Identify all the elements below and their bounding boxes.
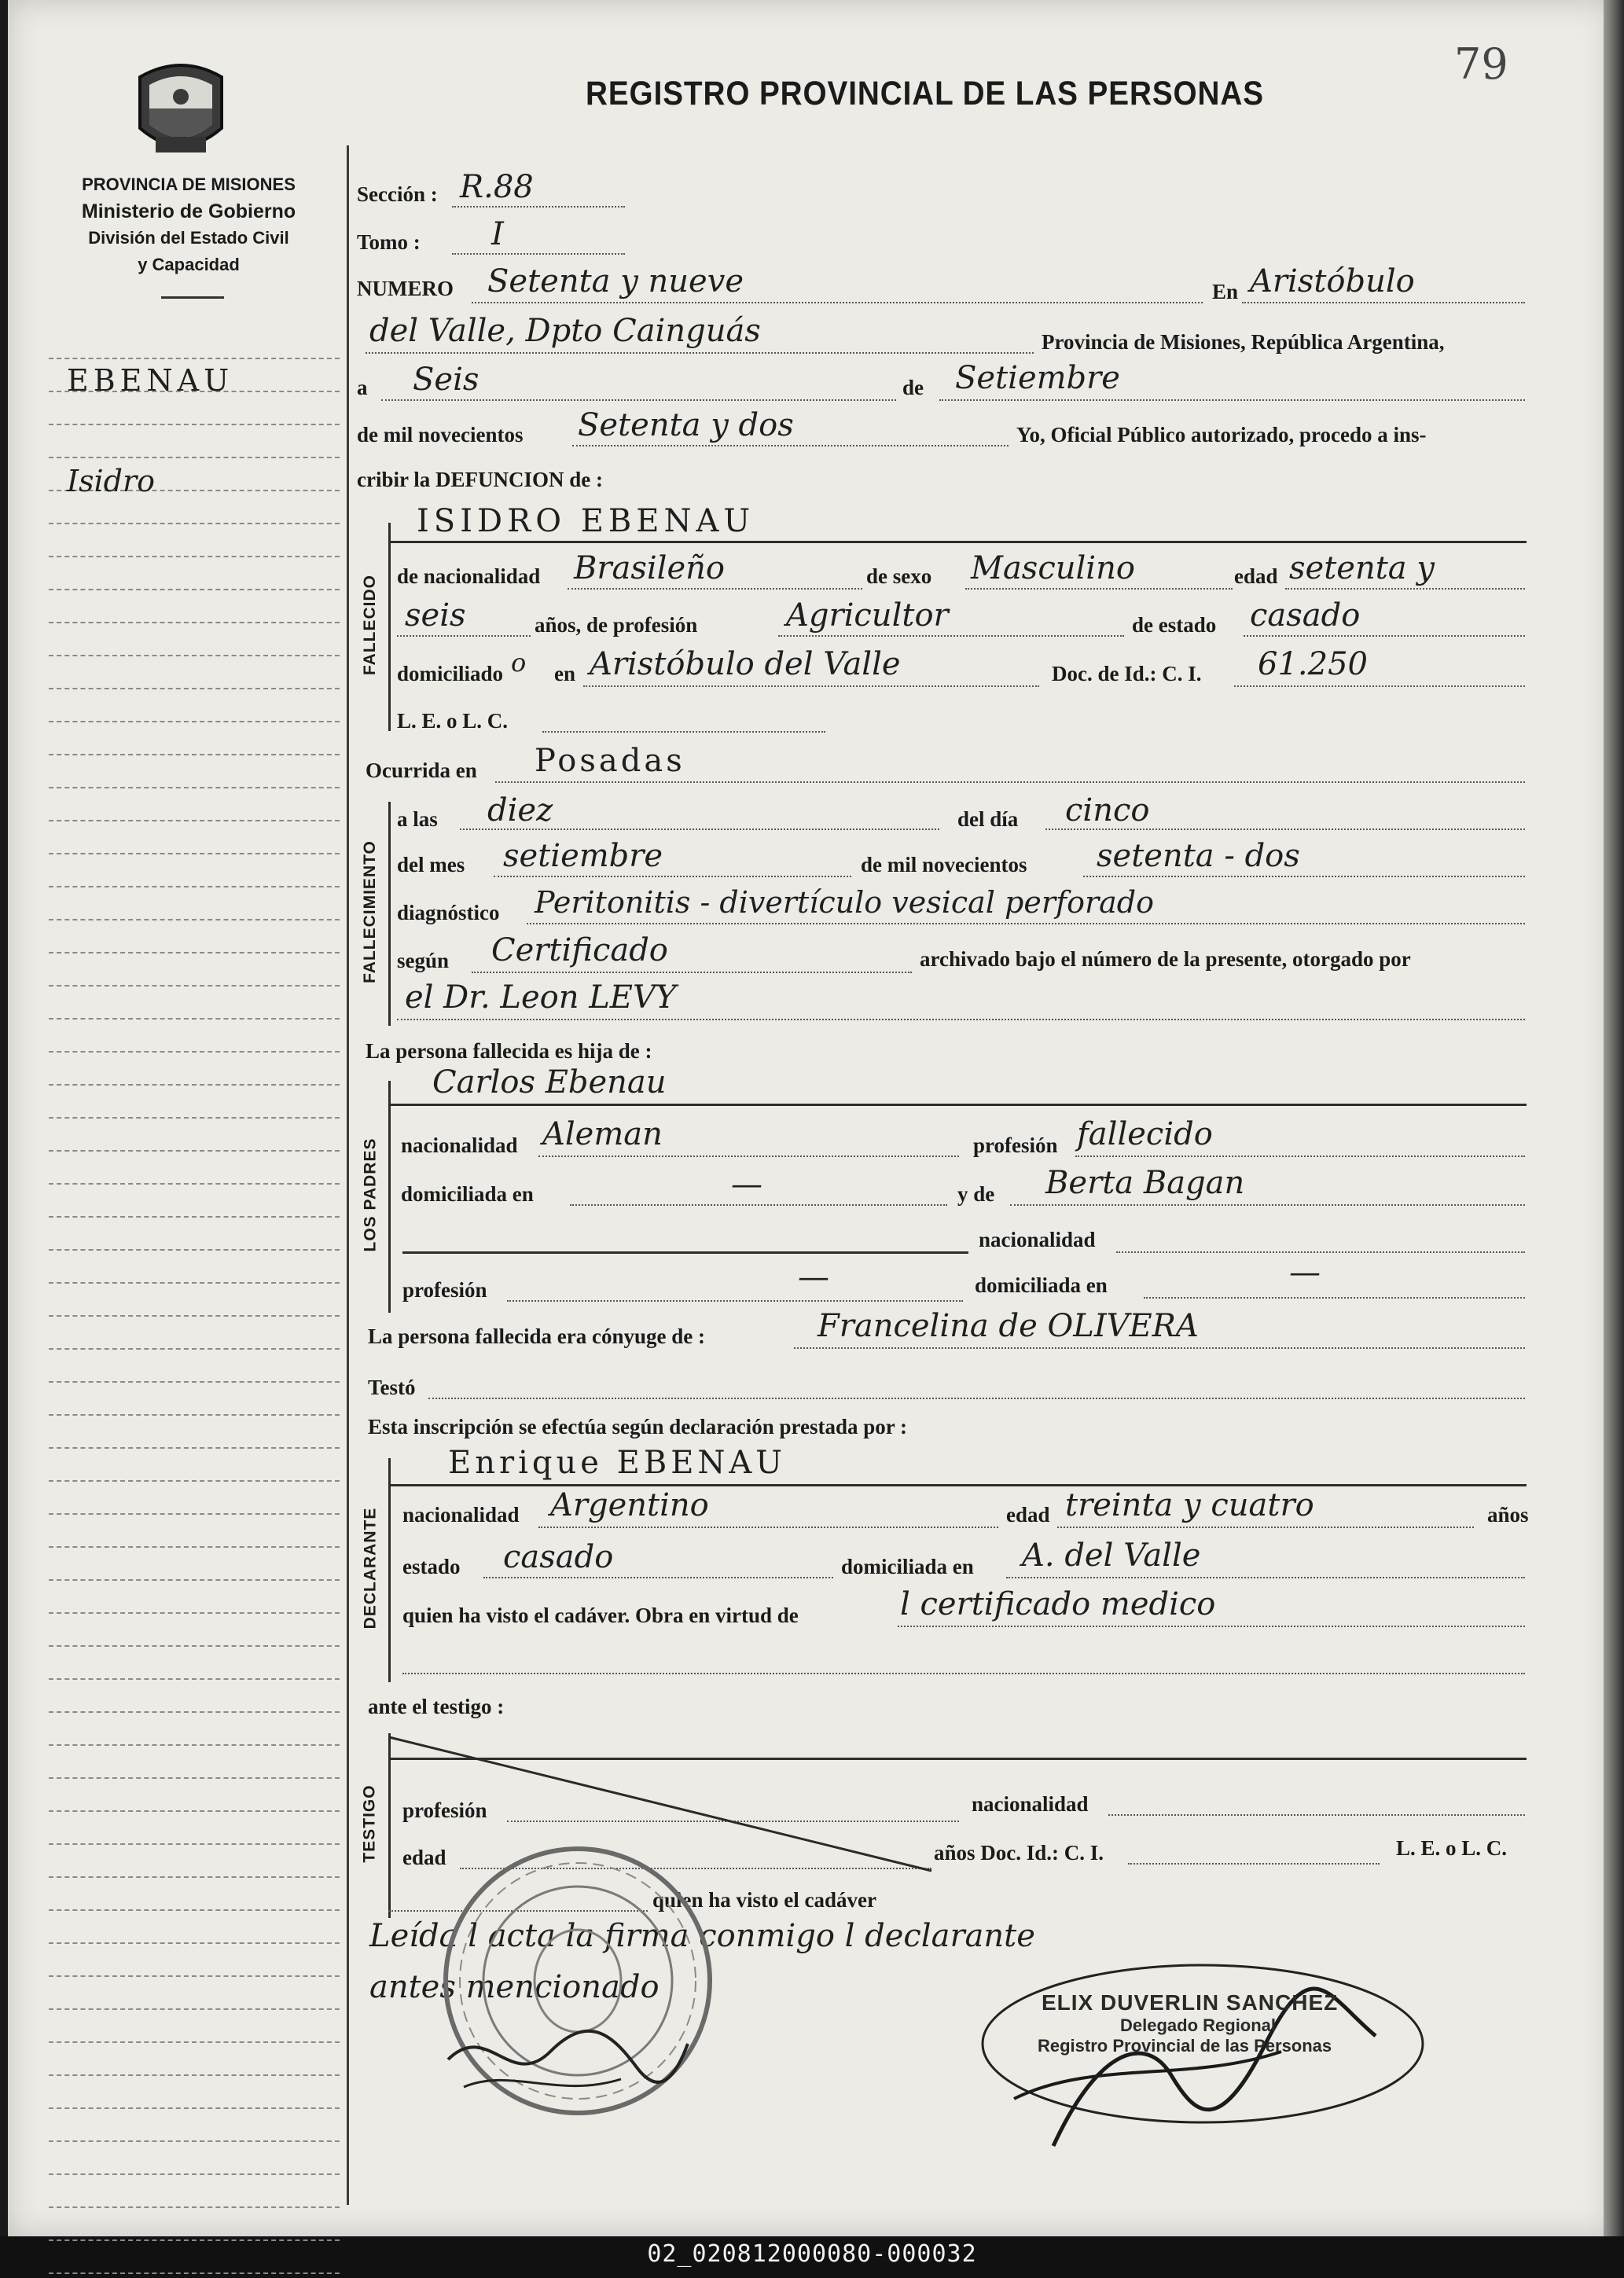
fallecido-anios-profesion-label: años, de profesión [535,613,698,637]
fallecido-bracket [388,523,391,731]
declarant-signature [440,2012,692,2107]
en-rule [1242,302,1525,303]
madre-nacionalidad-rule [1116,1251,1525,1253]
tomo-value: I [491,216,504,252]
office-rule [161,296,224,299]
fallecimiento-diagnostico-rule [527,923,1525,924]
testigo-edad-label: edad [402,1846,446,1869]
column-divider [347,145,349,2205]
margin-rule [49,1779,340,1812]
margin-rule [49,1053,340,1086]
margin-rule [49,1614,340,1647]
margin-rule [49,1944,340,1977]
margin-rule [49,1449,340,1482]
oficial-text: Yo, Oficial Público autorizado, procedo a ins- [1016,423,1427,446]
margin-rule [49,1119,340,1152]
testigo-doc-rule [1128,1863,1380,1865]
fallecido-side-label: FALLECIDO [361,575,379,675]
declarante-nacionalidad-value: Argentino [550,1487,709,1523]
fallecimiento-segun-value: Certificado [491,932,668,968]
padre-nacionalidad-value: Aleman [542,1116,663,1152]
tomo-rule [452,253,625,255]
padre-profesion-label: profesión [973,1133,1058,1157]
fallecimiento-diagnostico-label: diagnóstico [397,901,500,924]
margin-rule [49,1350,340,1383]
division-line: División del Estado Civil [88,228,289,248]
declarante-edad-label: edad [1006,1503,1050,1527]
fallecido-le-label: L. E. o L. C. [397,709,509,733]
testigo-profesion-label: profesión [402,1799,487,1822]
madre-domiciliada-value: — [1289,1255,1321,1291]
fallecido-sexo-label: de sexo [866,564,932,588]
testigo-nacionalidad-rule [1108,1814,1525,1816]
conyuge-value: Francelina de OLIVERA [818,1308,1199,1344]
ministry-line: Ministerio de Gobierno [81,200,296,222]
margin-rule [49,425,340,458]
padre-nacionalidad-rule [538,1156,959,1157]
margin-rule [49,1185,340,1218]
margin-rule [49,524,340,557]
page-number: 79 [1454,39,1508,89]
margin-rule [49,755,340,788]
margin-rule [49,1482,340,1515]
margin-rule [49,1086,340,1119]
margin-rule [49,1878,340,1911]
declarante-domiciliada-value: A. del Valle [1022,1538,1201,1574]
stamp-role: Delegado Regional [1120,2015,1277,2035]
numero-value: Setenta y nueve [487,263,744,299]
fallecimiento-diagnostico-value: Peritonitis - divertículo vesical perforado [535,885,1154,920]
padre-profesion-value: fallecido [1077,1116,1213,1152]
testigo-intro: ante el testigo : [368,1695,505,1718]
declaracion-text: Esta inscripción se efectúa según declaración prestada por : [368,1415,907,1438]
margin-rule [49,1845,340,1878]
margin-rule [49,1020,340,1053]
fallecido-sexo-value: Masculino [971,550,1135,586]
fallecimiento-segun-label: según [397,949,450,972]
margin-rule [49,2241,340,2274]
fallecimiento-segun-rule [472,972,912,973]
fallecido-edad-label: edad [1234,564,1278,588]
official-stamp [1038,1990,1339,2056]
fallecido-nombre: ISIDRO EBENAU [417,503,755,539]
padre-domiciliada-rule [570,1204,947,1206]
padre-domiciliada-label: domiciliada en [401,1182,534,1206]
margin-rule [49,2010,340,2043]
fallecido-nacionalidad-value: Brasileño [574,550,725,586]
padre-domiciliada-value: — [731,1167,762,1203]
footer-code: 02_020812000080-000032 [647,2240,977,2268]
margin-rule [49,722,340,755]
seccion-value: R.88 [460,169,534,205]
fallecido-estado-rule [1244,635,1525,637]
margin-rule [49,821,340,854]
declarante-edad-rule [1057,1527,1474,1528]
fallecido-domicilio-rule [583,685,1039,687]
testo-label: Testó [368,1376,416,1399]
stamp-name: ELIX DUVERLIN SANCHEZ [1042,1990,1339,2015]
fallecido-domiciliado-suffix: o [511,648,527,678]
fallecido-edad-value: setenta y [1289,550,1435,586]
inscribir-text: cribir la DEFUNCION de : [357,468,603,491]
margin-rule [49,689,340,722]
margin-rule [49,557,340,590]
padre-nacionalidad-label: nacionalidad [401,1133,518,1157]
fallecido-profesion-value: Agricultor [786,597,949,634]
madre-domiciliada-label: domiciliada en [975,1273,1108,1297]
margin-rule [49,987,340,1020]
margin-rule [49,1515,340,1548]
declarante-anios-label: años [1487,1503,1529,1527]
en-value: Aristóbulo [1250,263,1415,299]
closing-line-2: antes mencionado [369,1969,660,2005]
fallecido-domicilio-value: Aristóbulo del Valle [590,646,901,682]
declarante-virtud-rule [898,1626,1525,1627]
margin-rule [49,788,340,821]
margin-rule [49,1647,340,1680]
numero-rule [472,302,1203,303]
padres-top-rule [388,1104,1527,1106]
margin-rule [49,623,340,656]
provincia-text: Provincia de Misiones, República Argentina, [1042,330,1445,354]
fallecido-le-rule [542,731,825,733]
fallecimiento-mes-rule [494,876,851,877]
margin-rule [49,590,340,623]
closing-line-1: Leída l acta la firma conmigo l declarante [369,1918,1035,1954]
conyuge-rule [794,1347,1525,1349]
fallecido-doc-rule [1234,685,1525,687]
fallecimiento-mil-label: de mil novecientos [861,853,1027,876]
tomo-label: Tomo : [357,230,421,254]
fallecimiento-anio-value: setenta - dos [1097,838,1300,874]
official-signature [967,1949,1454,2177]
fallecimiento-dia-value: cinco [1065,792,1150,829]
margin-rule [49,854,340,887]
provincial-emblem [132,53,230,162]
madre-y-de-label: y de [957,1182,995,1206]
seccion-label: Sección : [357,182,438,206]
margin-rule [49,887,340,920]
anio-value: Setenta y dos [578,407,794,443]
fallecido-estado-value: casado [1250,597,1361,634]
declarante-top-rule [388,1484,1527,1486]
seccion-rule [452,206,625,208]
margin-rule [49,1911,340,1944]
dia-rule [381,399,896,401]
margin-rule [49,2175,340,2208]
margin-surname: EBENAU [67,363,234,398]
padre-value: Carlos Ebenau [432,1064,667,1100]
declarante-extra-rule [402,1673,1525,1674]
numero-label: NUMERO [357,277,454,300]
testo-rule [428,1398,1525,1399]
margin-rule [49,953,340,987]
ocurrida-rule [495,781,1525,783]
fallecimiento-dia-rule [1045,829,1525,830]
province-line: PROVINCIA DE MISIONES [82,175,296,194]
testigo-nacionalidad-label: nacionalidad [972,1792,1089,1816]
margin-rule [49,920,340,953]
margin-rule [49,326,340,359]
margin-rule [49,1416,340,1449]
testigo-side-label: TESTIGO [361,1784,379,1863]
declarante-nacionalidad-rule [538,1527,998,1528]
issuing-office [31,171,346,278]
margin-rule [49,1746,340,1779]
declarante-estado-rule [483,1577,833,1578]
ocurrida-value: Posadas [535,743,685,779]
madre-domiciliada-rule [1144,1297,1525,1299]
declarante-visto-text: quien ha visto el cadáver. Obra en virtud de [402,1604,799,1627]
fallecido-doc-label: Doc. de Id.: C. I. [1052,662,1202,685]
en-label: En [1212,280,1239,303]
fallecimiento-archivado-text: archivado bajo el número de la presente, otorgado por [920,947,1411,971]
fallecido-en-label: en [554,662,575,685]
mil-label: de mil novecientos [357,423,524,446]
fallecido-nacionalidad-label: de nacionalidad [397,564,541,588]
margin-given-name: Isidro [67,464,156,498]
declarante-bracket [388,1458,391,1682]
margin-rule [49,1977,340,2010]
madre-profesion-rule [507,1300,963,1302]
stamp-office: Registro Provincial de las Personas [1038,2036,1332,2056]
fallecido-doc-value: 61.250 [1258,646,1368,682]
declarante-nombre: Enrique EBENAU [448,1445,787,1481]
margin-rule [49,2043,340,2076]
fallecimiento-del-mes-label: del mes [397,853,465,876]
madre-line-rule [402,1251,968,1254]
margin-rule [49,2142,340,2175]
testigo-le-label: L. E. o L. C. [1396,1836,1508,1860]
madre-profesion-label: profesión [402,1278,487,1302]
lugar-rule [366,352,1034,354]
declarante-nacionalidad-label: nacionalidad [402,1503,520,1527]
fallecido-top-rule [388,541,1527,543]
document-title: REGISTRO PROVINCIAL DE LAS PERSONAS [586,75,1264,112]
margin-rule [49,1713,340,1746]
madre-nacionalidad-label: nacionalidad [979,1228,1096,1251]
book-edge [1604,0,1624,2236]
dia-value: Seis [413,362,479,398]
margin-rule [49,1317,340,1350]
fallecido-nacionalidad-rule [568,588,862,590]
margin-rule [49,1680,340,1713]
testigo-anios-doc-label: años Doc. Id.: C. I. [934,1841,1104,1865]
lugar-value: del Valle, Dpto Cainguás [369,313,761,349]
fallecimiento-bracket [388,802,391,1026]
madre-value: Berta Bagan [1045,1165,1245,1201]
capacity-line: y Capacidad [138,255,240,274]
fallecido-edad-value2: seis [405,597,466,634]
margin-rule [49,1284,340,1317]
fallecido-domiciliado-label: domiciliado [397,662,504,685]
madre-profesion-value: — [798,1259,829,1295]
padres-side-label: LOS PADRES [361,1137,379,1252]
fallecimiento-hora-value: diez [487,792,553,829]
fallecido-profesion-rule [778,635,1124,637]
margin-rule [49,1218,340,1251]
declarante-domiciliada-rule [1006,1577,1525,1578]
fallecido-edad2-rule [397,635,531,637]
fallecimiento-side-label: FALLECIMIENTO [361,840,379,983]
margin-rule [49,1812,340,1845]
margin-rule [49,2208,340,2241]
fallecido-sexo-rule [965,588,1233,590]
de-label: de [902,376,924,399]
margin-rule [49,2109,340,2142]
declarante-estado-value: casado [503,1539,614,1575]
conyuge-label: La persona fallecida era cónyuge de : [368,1325,705,1348]
ocurrida-label: Ocurrida en [366,759,477,782]
hija-text: La persona fallecida es hija de : [366,1039,652,1063]
declarante-side-label: DECLARANTE [361,1507,380,1630]
declarante-edad-value: treinta y cuatro [1065,1487,1314,1523]
fallecimiento-hora-rule [460,829,939,830]
fallecimiento-medico-rule [397,1019,1525,1020]
margin-rule [49,1581,340,1614]
margin-rule [49,656,340,689]
fallecimiento-medico-value: el Dr. Leon LEVY [405,979,677,1016]
padre-profesion-rule [1075,1156,1525,1157]
mes-value: Setiembre [955,360,1120,396]
fallecido-edad-rule [1285,588,1525,590]
testigo-visto-text: quien ha visto el cadáver [652,1888,877,1912]
margin-rule [49,1383,340,1416]
madre-rule [1010,1204,1525,1206]
a-label: a [357,376,368,399]
anio-rule [572,445,1009,446]
margin-rule [49,1152,340,1185]
fallecimiento-del-dia-label: del día [957,807,1019,831]
mes-rule [939,399,1525,401]
declarante-estado-label: estado [402,1555,461,1578]
fallecimiento-mes-value: setiembre [503,838,663,874]
fallecido-estado-label: de estado [1132,613,1217,637]
fallecimiento-a-las-label: a las [397,807,438,831]
padres-bracket [388,1081,391,1313]
margin-lines [49,326,340,2274]
fallecimiento-anio-rule [1083,876,1525,877]
declarante-virtud-value: l certificado medico [900,1586,1216,1622]
declarante-domiciliada-label: domiciliada en [841,1555,974,1578]
margin-rule [49,2076,340,2109]
margin-rule [49,1548,340,1581]
margin-rule [49,1251,340,1284]
